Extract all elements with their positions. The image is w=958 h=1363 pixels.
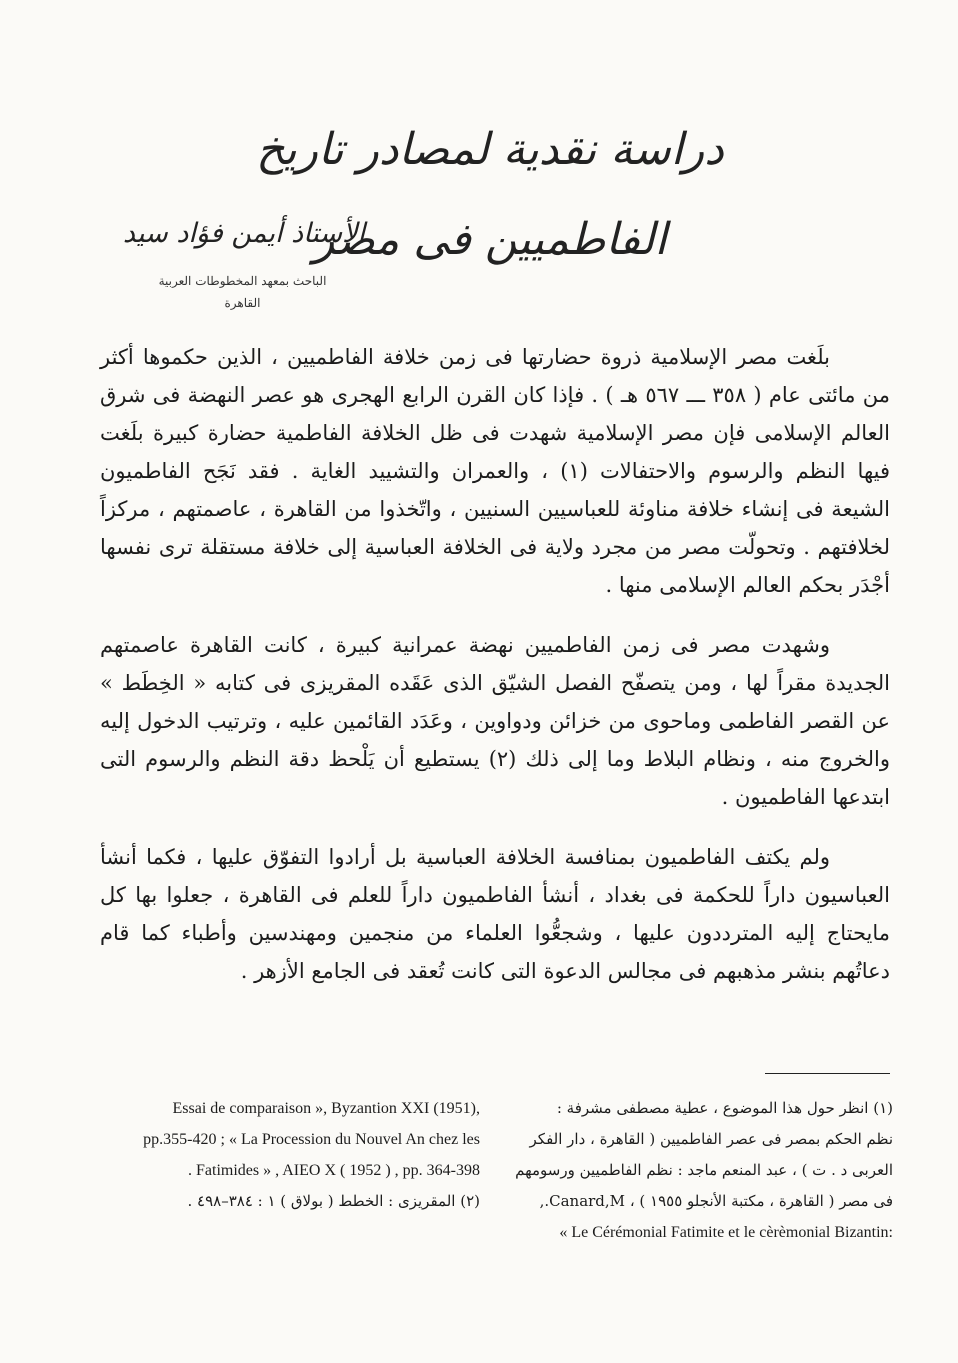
affiliation-line: الباحث بمعهد المخطوطات العربية [158,274,327,288]
paragraph: ولم يكتف الفاطميون بمنافسة الخلافة العباسية بل أرادوا التفوّق عليها ، فكما أنشأ العباسيون داراً للحكمة فى بغداد ، أنشأ الفاطميون داراً للعلم فى القاهرة ، جعلوا بها كل مايحتاج إليه المترددون عليها ، وشجعُّوا العلماء من منجمين ومهندسين وأطباء كما قام دعاتُهم بنشر مذهبهم فى مجالس الدعوة التى كانت تُعقد فى الجامع الأزهر . [100,845,890,983]
footnote-line: « Le Cérémonial Fatimite et le cèrèmonial Bizantin: [559,1224,893,1241]
footnote-line: العربى د . ت ) ، عبد المنعم ماجد : نظم الفاطميين ورسومهم [515,1161,893,1179]
footnote-line: فى مصر ( القاهرة ، مكتبة الأنجلو ١٩٥٥ ) ، Canard,M., [539,1192,893,1210]
footnote-divider [765,1073,890,1074]
footnote-line: (١) انظر حول هذا الموضوع ، عطية مصطفى مشرفة : [556,1099,893,1117]
footnotes-right-column [515,1093,893,1248]
affiliation-city: القاهرة [224,296,261,310]
paragraph: بلَغت مصر الإسلامية ذروة حضارتها فى زمن خلافة الفاطميين ، الذين حكموها أكثر من مائتى عام ( ٣٥٨ ـــ ٥٦٧ هـ ) . فإذا كان القرن الرابع الهجرى هو عصر النهضة فى شرق العالم الإسلامى فإن مصر الإسلامية شهدت فى ظل الخلافة الفاطمية حضارة كبيرة بلَغت فيها النظم والرسوم والاحتفالات (١) ، والعمران والتشييد الغاية . فقد نَجَح الفاطميون الشيعة فى إنشاء خلافة مناوئة للعباسيين السنيين ، واتّخذوا من القاهرة ، عاصمتهم ، مركزاً لخلافتهم . وتحولّت مصر من مجرد ولاية فى الخلافة العباسية إلى خلافة مستقلة ترى نفسها أجْدَر بحكم العالم الإسلامى منها . [100,345,890,597]
footnote-line: نظم الحكم بمصر فى عصر الفاطميين ( القاهرة ، دار الفكر [529,1130,893,1148]
paragraph: وشهدت مصر فى زمن الفاطميين نهضة عمرانية كبيرة ، كانت القاهرة عاصمتهم الجديدة مقراً لها ، ومن يتصفّح الفصل الشيّق الذى عَقَده المقريزى فى كتابه « الخِطَط » عن القصر الفاطمى وماحوى من خزائن ودواوين ، وعَدَد القائمين عليه ، وترتيب الدخول إليه والخروج منه ، ونظام البلاط وما إلى ذلك (٢) يستطيع أن يَلْحظ دقة النظم والرسوم التى ابتدعها الفاطميون . [100,633,890,809]
article-title: دراسة نقدية لمصادر تاريخ الفاطميين فى مصر [256,124,724,265]
footnotes-left-column [100,1093,480,1217]
author-affiliation [120,270,365,314]
footnote-line: . Fatimides » , AIEO X ( 1952 ) , pp. 364-398 [188,1162,480,1179]
footnote-line: Essai de comparaison », Byzantion XXI (1951), [172,1100,480,1117]
footnote-line: (٢) المقريزى : الخطط ( بولاق ) ١ : ٣٨٤–٤٩٨ . [187,1192,480,1210]
author-name: الأستاذ أيمن فؤاد سيد [122,218,365,249]
footnote-line: pp.355-420 ; « La Procession du Nouvel An chez les [143,1131,480,1148]
article-body [100,338,890,1012]
